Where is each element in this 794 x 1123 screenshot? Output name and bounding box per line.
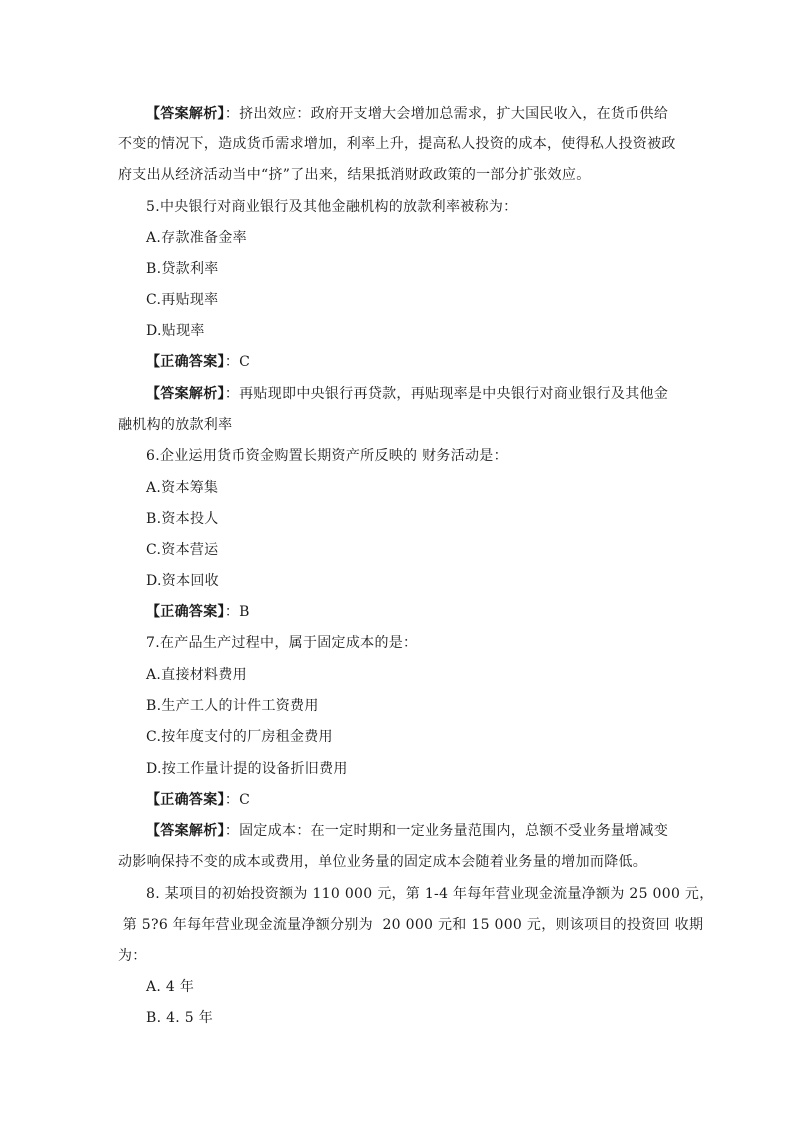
option-b: B.贷款利率	[146, 261, 219, 277]
question-stem: 7.在产品生产过程中，属于固定成本的是：	[146, 635, 418, 651]
answer-label: 【正确答案】	[146, 792, 225, 808]
analysis-line: 【答案解析】：挤出效应：政府开支增大会增加总需求，扩大国民收入，在货币供给	[146, 106, 669, 122]
analysis-label: 【答案解析】	[146, 106, 225, 122]
option-c: C.按年度支付的厂房租金费用	[146, 729, 333, 745]
analysis-line: 【答案解析】：固定成本：在一定时期和一定业务量范围内，总额不受业务量增减变	[146, 823, 669, 839]
correct-answer: 【正确答案】：B	[146, 604, 250, 620]
option-d: D.按工作量计提的设备折旧费用	[146, 761, 348, 777]
option-a: A. 4 年	[146, 979, 195, 995]
answer-label: 【正确答案】	[146, 354, 225, 370]
question-stem: 5.中央银行对商业银行及其他金融机构的放款利率被称为：	[146, 199, 518, 215]
correct-answer: 【正确答案】：C	[146, 354, 251, 370]
question-stem: 第 5?6 年每年营业现金流量净额分别为 20 000 元和 15 000 元，则该项目的投资回 收期	[118, 917, 704, 933]
option-d: D.贴现率	[146, 323, 205, 339]
option-d: D.资本回收	[146, 573, 219, 589]
analysis-line: 府支出从经济活动当中“挤”了出来，结果抵消财政政策的一部分扩张效应。	[118, 167, 591, 183]
option-c: C.再贴现率	[146, 292, 219, 308]
answer-value: B	[239, 604, 250, 620]
option-c: C.资本营运	[146, 542, 219, 558]
analysis-line: 动影响保持不变的成本或费用，单位业务量的固定成本会随着业务量的增加而降低。	[118, 854, 648, 870]
option-b: B.资本投人	[146, 511, 219, 527]
option-a: A.直接材料费用	[146, 667, 247, 683]
question-stem: 6.企业运用货币资金购置长期资产所反映的 财务活动是：	[146, 448, 508, 464]
option-b: B. 4. 5 年	[146, 1010, 214, 1026]
answer-label: 【正确答案】	[146, 604, 225, 620]
answer-value: C	[239, 792, 251, 808]
analysis-line: 【答案解析】：再贴现即中央银行再贷款，再贴现率是中央银行对商业银行及其他金	[146, 386, 669, 402]
question-stem: 为：	[118, 948, 147, 964]
analysis-line: 融机构的放款利率	[118, 417, 233, 433]
correct-answer: 【正确答案】：C	[146, 792, 251, 808]
analysis-label: 【答案解析】	[146, 386, 225, 402]
option-a: A.资本筹集	[146, 480, 219, 496]
answer-value: C	[239, 354, 251, 370]
option-b: B.生产工人的计件工资费用	[146, 698, 319, 714]
analysis-label: 【答案解析】	[146, 823, 225, 839]
question-stem: 8. 某项目的初始投资额为 110 000 元，第 1-4 年每年营业现金流量净额为 25 000 元，	[146, 886, 714, 902]
analysis-line: 不变的情况下，造成货币需求增加，利率上升，提高私人投资的成本，使得私人投资被政	[118, 136, 676, 152]
option-a: A.存款准备金率	[146, 230, 247, 246]
